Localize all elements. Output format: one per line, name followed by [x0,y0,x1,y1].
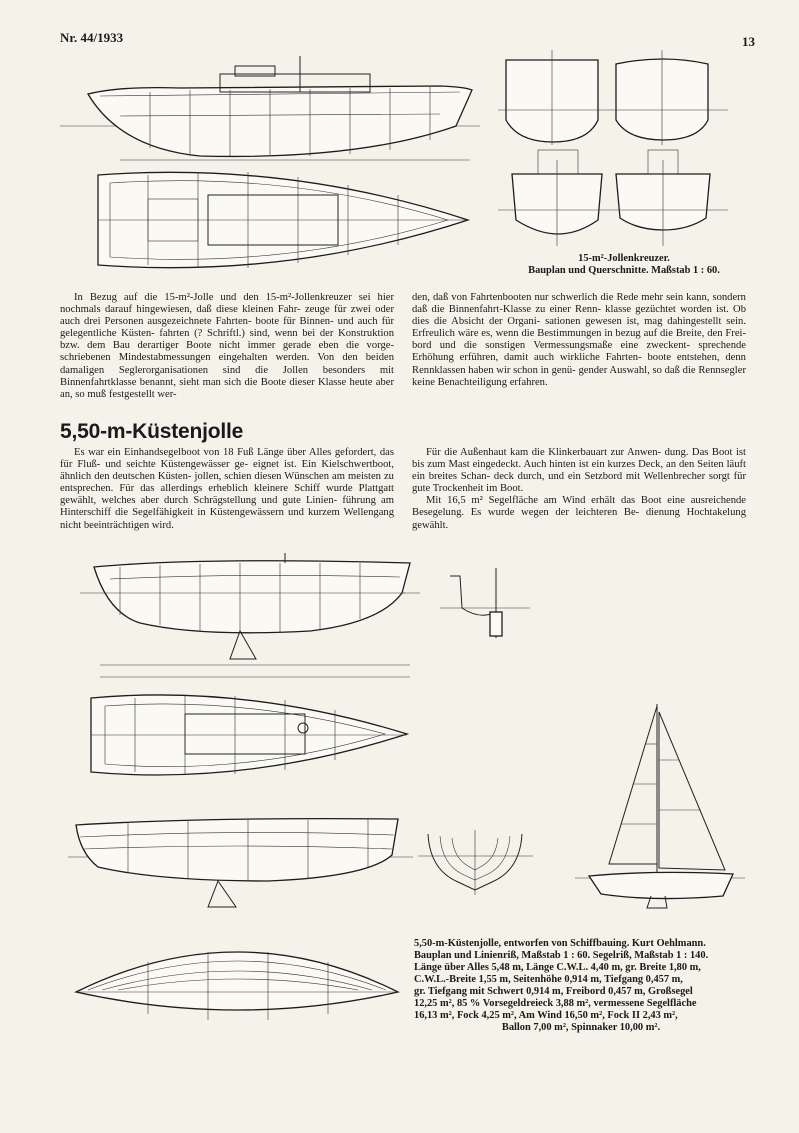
caption-line: gr. Tiefgang mit Schwert 0,914 m, Freibord 0,457 m, Großsegel [414,986,693,997]
paragraph: In Bezug auf die 15-m²-Jolle und den 15-m²-Jollenkreuzer sei hier nochmals darauf hingewiesen, daß diese kleinen Fahr- zeuge für zwei oder auch drei Personen ausgezeichnete Fahrten- boote für Binnen- und auch für gelegentliche Küsten- fahrten (? Schriftl.) sind, wenn bei der Konstruktion bzw. dem Bau derartiger Boote nicht immer gerade eben die vorge- schriebenen Mindestabmessungen eingehalten werden. Von den beiden damaligen Seglerorganisationen sind die Jollen besonders mit Binnenfahrtklasse benannt, sieht man sich die Boote dieser Klasse heute aber an, so muß festgestellt wer- [60,292,395,400]
caption-line: 12,25 m², 85 % Vorsegeldreieck 3,88 m², vermessene Segelfläche [414,998,697,1009]
jollenkreuzer-plan-drawing [88,165,480,275]
cruiser-caption-line2: Bauplan und Querschnitte. Maßstab 1 : 60. [528,265,720,276]
page-number: 13 [742,34,755,49]
issue-number: Nr. 44/1933 [60,30,124,45]
kuestenjolle-deck-plan-drawing [85,688,415,783]
paragraph: den, daß von Fahrtenbooten nur schwerlich die Rede mehr sein kann, sondern daß die Binnenfahrt-Klasse zu einer Renn- klasse gezüchtet worden ist. Ob dies die Absicht der Organi- sationen gewesen ist, mag dahingestellt sein. Erfreulich wäre es, wenn die Bestimmungen in bezug auf die Breite, den Frei- bord und die sonstigen Vermessungsmaße eine zweckent- sprechende Erhöhung erführen, damit auch wirkliche Fahrten- boote entstehen, denn Rennklassen haben wir schon in genü- gender Auswahl, so daß die Rennsegler keine Benachteiligung erfahren. [412,292,747,388]
intro-right-column [412,292,746,389]
caption-line: 16,13 m², Fock 4,25 m², Am Wind 16,50 m², Fock II 2,43 m², [414,1010,678,1021]
kuestenjolle-caption [414,938,748,1034]
kuestenjolle-profile-drawing [80,553,420,683]
cruiser-caption-line1: 15-m²-Jollenkreuzer. [578,253,670,264]
body-right-column [412,447,746,532]
caption-line: Länge über Alles 5,48 m, Länge C.W.L. 4,40 m, gr. Breite 1,80 m, [414,962,701,973]
intro-left-column [60,292,394,401]
caption-line: Bauplan und Linienriß, Maßstab 1 : 60. Segelriß, Maßstab 1 : 140. [414,950,709,961]
jollenkreuzer-section-drawings [498,50,748,250]
paragraph: Mit 16,5 m² Segelfläche am Wind erhält das Boot eine ausreichende Besegelung. Es wurde wegen der leichteren Be- dienung Hochtakelung gewählt. [412,495,747,531]
rudder-detail-drawing [440,568,530,643]
caption-line: 5,50-m-Küstenjolle, entworfen von Schiffbauing. Kurt Oehlmann. [414,938,706,949]
kuestenjolle-lines-drawing [68,815,413,915]
caption-line: C.W.L.-Breite 1,55 m, Seitenhöhe 0,914 m, Tiefgang 0,457 m, [414,974,683,985]
paragraph: Es war ein Einhandsegelboot von 18 Fuß Länge über Alles gefordert, das für Fluß- und seichte Küstengewässer ge- eignet ist. Ein Kielschwertboot, ähnlich den deutschen Küsten- jollen, schien diesen Wünschen am meisten zu entsprechen. Für das allerdings erheblich kleinere Schiff wurde Plattgatt gewählt, welches aber durch Schrägstellung und gute Linien- führung am Hinterschiff die Segelfähigkeit in Küstengewässern und kurzem Wellengang nicht beeinträchtigen wird. [60,447,395,531]
kuestenjolle-body-plan-drawing [418,830,533,895]
kuestenjolle-sail-plan-drawing [575,700,745,910]
paragraph: Für die Außenhaut kam die Klinkerbauart zur Anwen- dung. Das Boot ist bis zum Mast eingedeckt. Auch hinten ist ein kurzes Deck, an den Seiten läuft ein breites Schan- deck durch, und ein Setzbord mit Wellenbrecher sorgt für gute Trockenheit im Boot. [412,447,747,495]
section-title: 5,50-m-Küstenjolle [60,420,244,443]
jollenkreuzer-profile-drawing [60,56,480,164]
body-left-column [60,447,394,532]
caption-line: Ballon 7,00 m², Spinnaker 10,00 m². [501,1022,661,1033]
kuestenjolle-waterlines-drawing [68,932,413,1032]
